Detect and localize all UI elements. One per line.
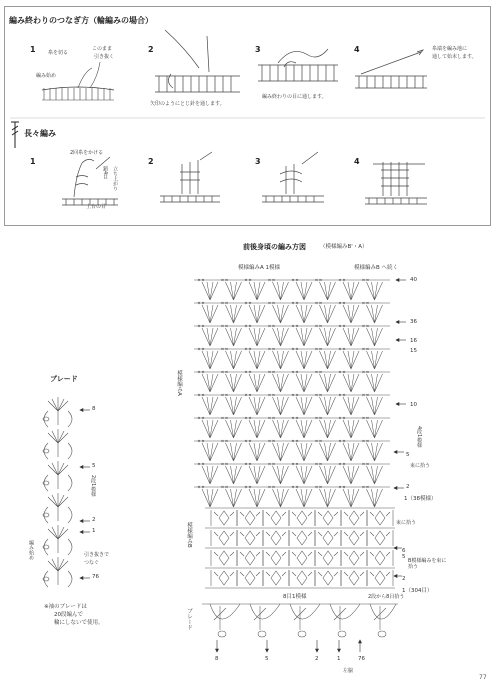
- pick-note: 2段から8目拾う: [368, 594, 405, 600]
- bottom-number: 8: [215, 656, 219, 662]
- illustration-step3: [258, 45, 338, 90]
- step-label: 立ち上がり: [112, 166, 118, 191]
- pattern-a-chart: [190, 272, 400, 504]
- row-number: 15: [410, 348, 417, 354]
- illustration-treble-1: [60, 155, 120, 210]
- pattern-b-chart: [205, 504, 395, 588]
- illustration-step4: [355, 50, 427, 92]
- side-label-braid: ブレード: [186, 608, 192, 630]
- braid-label: 2段1模様: [90, 475, 96, 497]
- row-number: 16: [410, 338, 417, 344]
- illustration-treble-3: [262, 152, 324, 207]
- braid-note-line: 輪にしないで使用。: [54, 620, 104, 626]
- braid-row-number: 5: [92, 463, 96, 469]
- section-title-treble: 長々編み: [24, 129, 56, 138]
- step-label: 2回糸をかける: [70, 150, 104, 156]
- illustration-step1: [38, 58, 118, 103]
- bottom-number: 2: [315, 656, 319, 662]
- step-number: 4: [354, 157, 360, 166]
- illustration-treble-4: [365, 158, 427, 208]
- step-number: 1: [30, 157, 36, 166]
- braid-row-number: 2: [92, 517, 96, 523]
- row-number: 1（38模様）: [404, 496, 437, 502]
- join-note: 束に拾う: [396, 520, 417, 526]
- side-label-pattern-b: 模様編みB: [186, 522, 192, 548]
- step-label: 土台の目: [86, 204, 107, 210]
- main-diagram-title: 前後身頃の編み方図: [243, 243, 306, 251]
- braid-label: つなぐ: [84, 560, 100, 566]
- braid-arrows: [78, 406, 92, 582]
- step-label: 編み終わりの目に通します。: [262, 94, 327, 100]
- braid-row-number: 76: [92, 574, 99, 580]
- row-number: 36: [410, 319, 417, 325]
- step-label: このまま: [92, 46, 113, 52]
- step-number: 4: [354, 45, 360, 54]
- row-number: 5: [402, 554, 406, 560]
- page-number: 77: [479, 674, 487, 681]
- step-label: 糸を切る: [48, 50, 69, 56]
- braid-label: 引き抜きで: [84, 552, 110, 558]
- step-number: 2: [148, 157, 154, 166]
- row-number: 6: [402, 548, 406, 554]
- bottom-arrows: [212, 640, 372, 656]
- row-number: 2: [406, 484, 410, 490]
- pattern-a-label: 模様編みA 1模様: [238, 265, 281, 271]
- row-number: 1（304目）: [402, 588, 433, 594]
- left-side-note: 左脇: [343, 668, 354, 674]
- step-label: 編み始め: [36, 73, 57, 79]
- join-note: 束に拾う: [410, 463, 431, 469]
- braid-row-number: 8: [92, 406, 96, 412]
- four-rows-note: 4段1模様: [416, 426, 422, 448]
- step-number: 3: [255, 157, 261, 166]
- illustration-step2: [155, 28, 240, 100]
- b-pattern-note: B模様編みを束に拾う: [408, 558, 447, 570]
- braid-note-line: 20段編んで: [54, 612, 83, 618]
- step-number: 2: [148, 45, 154, 54]
- step-label: 通して始末します。: [432, 54, 477, 60]
- braid-row-number: 1: [92, 528, 96, 534]
- row-number: 5: [406, 452, 410, 458]
- braid-note-line: ※袖のブレードは: [44, 604, 87, 610]
- row-number: 2: [402, 576, 406, 582]
- row-number: 10: [410, 402, 417, 408]
- bottom-number: 76: [358, 656, 365, 662]
- side-label-pattern-a: 模様編みA: [176, 370, 182, 396]
- bottom-one-pattern-label: 8目1模様: [283, 594, 307, 600]
- step-number: 3: [255, 45, 261, 54]
- step-label: 引き抜く: [94, 54, 115, 60]
- step-label: 糸端を編み地に: [432, 46, 468, 52]
- pattern-b-label: 模様編みB へ続く: [354, 265, 399, 271]
- section-title-finishing: 編み終わりのつなぎ方（輪編みの場合）: [9, 16, 153, 25]
- main-diagram-subtitle: （模様編みB'・A）: [320, 244, 368, 250]
- row-number: 40: [410, 277, 417, 283]
- row-arrows: [392, 276, 408, 596]
- step-label: 矢印のようにとじ針を通します。: [150, 101, 225, 107]
- bottom-number: 1: [337, 656, 341, 662]
- braid-label: 編み始め: [28, 540, 34, 560]
- section-divider: [10, 117, 485, 119]
- step-number: 1: [30, 45, 36, 54]
- braid-title: ブレード: [50, 375, 78, 383]
- treble-symbol-icon: [10, 120, 20, 150]
- illustration-treble-2: [160, 152, 220, 207]
- bottom-number: 5: [265, 656, 269, 662]
- step-label: 鎖4目: [102, 166, 108, 180]
